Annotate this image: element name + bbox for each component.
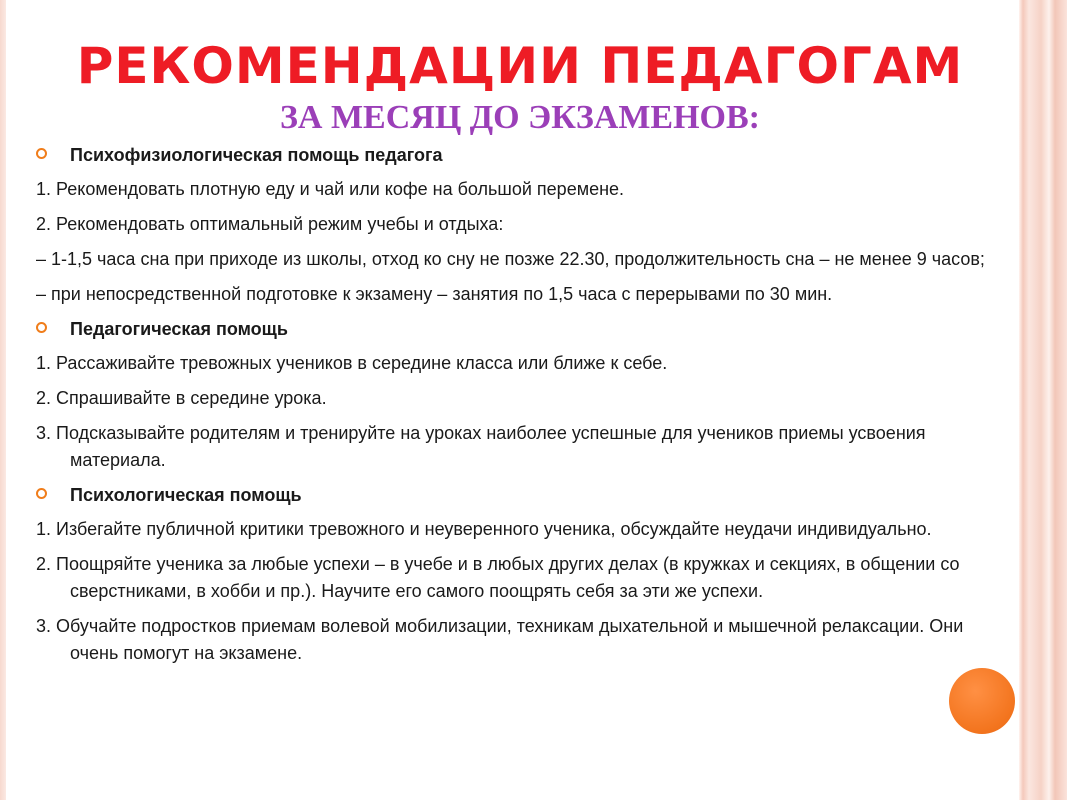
list-item: 1. Избегайте публичной критики тревожного и неуверенного ученика, обсуждайте неудачи индивидуально.: [36, 519, 932, 539]
list-item: 3. Подсказывайте родителям и тренируйте на уроках наиболее успешные для учеников приемы усвоения материала.: [36, 423, 926, 470]
circle-bullet-icon: [36, 148, 47, 159]
list-item: 3. Обучайте подростков приемам волевой мобилизации, техникам дыхательной и мышечной релаксации. Они очень помогут на экзамене.: [36, 616, 964, 663]
orange-circle-decoration: [949, 668, 1015, 734]
section-heading-text: Психофизиологическая помощь педагога: [70, 145, 443, 165]
slide-subtitle: ЗА МЕСЯЦ ДО ЭКЗАМЕНОВ:: [279, 99, 761, 136]
section-pedagogical: [36, 316, 1016, 474]
left-border-decoration: [0, 0, 6, 800]
slide-title: РЕКОМЕНДАЦИИ ПЕДАГОГАМ: [76, 37, 964, 95]
right-border-decoration: [1019, 0, 1067, 800]
circle-bullet-icon: [36, 322, 47, 333]
list-item: 2. Спрашивайте в середине урока.: [36, 388, 327, 408]
section-heading: [36, 482, 1016, 508]
list-item: 2. Рекомендовать оптимальный режим учебы и отдыха:: [36, 214, 504, 234]
slide-content: [36, 142, 1016, 675]
section-heading: [36, 316, 1016, 342]
list-item: – при непосредственной подготовке к экзамену – занятия по 1,5 часа с перерывами по 30 мин.: [36, 284, 833, 304]
list-item: 1. Рекомендовать плотную еду и чай или кофе на большой перемене.: [36, 179, 625, 199]
list-item: 2. Поощряйте ученика за любые успехи – в учебе и в любых других делах (в кружках и секциях, в общении со сверстниками, в хобби и пр.). Научите его самого поощрять себя за эти же успехи.: [36, 554, 960, 601]
list-item: – 1-1,5 часа сна при приходе из школы, отход ко сну не позже 22.30, продолжительность сна – не менее 9 часов;: [36, 249, 985, 269]
list-item: 1. Рассаживайте тревожных учеников в середине класса или ближе к себе.: [36, 353, 668, 373]
section-heading-text: Педагогическая помощь: [70, 319, 288, 339]
section-heading-text: Психологическая помощь: [70, 485, 302, 505]
circle-bullet-icon: [36, 488, 47, 499]
section-heading: [36, 142, 1016, 168]
section-psychophysiological: [36, 142, 1016, 308]
section-psychological: [36, 482, 1016, 667]
